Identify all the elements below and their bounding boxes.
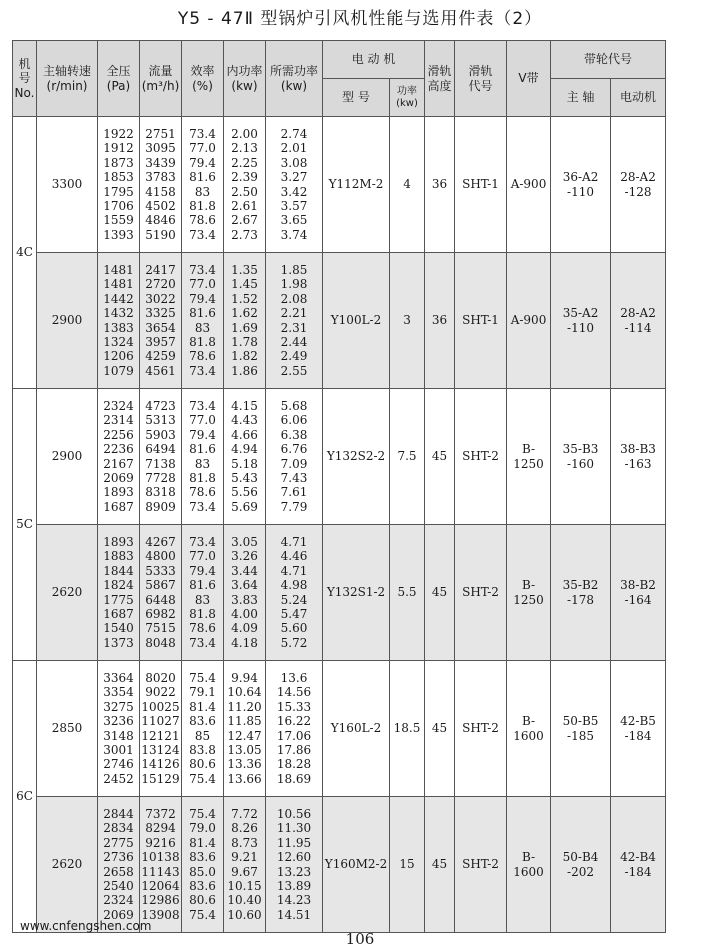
pulley-main-cell: 35-B3 -160 <box>551 389 611 525</box>
rail-code-cell: SHT-1 <box>455 253 507 389</box>
speed-cell: 2900 <box>37 253 98 389</box>
internal-power-cell: 9.94 10.64 11.20 11.85 12.47 13.05 13.36 13.66 <box>224 661 266 797</box>
header-pulley-main: 主 轴 <box>551 79 611 117</box>
header-rail-code: 滑轨 代号 <box>455 41 507 117</box>
rail-height-cell: 45 <box>425 661 455 797</box>
motor-model-cell: Y160M2-2 <box>323 797 390 933</box>
motor-power-cell: 18.5 <box>390 661 425 797</box>
pressure-cell: 1481 1481 1442 1432 1383 1324 1206 1079 <box>98 253 140 389</box>
pressure-cell: 1893 1883 1844 1824 1775 1687 1540 1373 <box>98 525 140 661</box>
header-machine-no: 机 号 No. <box>13 41 37 117</box>
speed-cell: 2850 <box>37 661 98 797</box>
required-power-cell: 2.74 2.01 3.08 3.27 3.42 3.57 3.65 3.74 <box>266 117 323 253</box>
header-pulley-motor: 电动机 <box>611 79 666 117</box>
pressure-cell: 3364 3354 3275 3236 3148 3001 2746 2452 <box>98 661 140 797</box>
flow-cell: 7372 8294 9216 10138 11143 12064 12986 13908 <box>140 797 182 933</box>
machine-no: 5C <box>13 389 37 661</box>
internal-power-cell: 4.15 4.43 4.66 4.94 5.18 5.43 5.56 5.69 <box>224 389 266 525</box>
pulley-main-cell: 35-B2 -178 <box>551 525 611 661</box>
table-row <box>13 253 666 389</box>
header-speed: 主轴转速 (r/min) <box>37 41 98 117</box>
rail-height-cell: 45 <box>425 525 455 661</box>
header-pulley: 带轮代号 <box>551 41 666 79</box>
rail-height-cell: 36 <box>425 117 455 253</box>
pulley-main-cell: 35-A2 -110 <box>551 253 611 389</box>
header-rail-height: 滑轨 高度 <box>425 41 455 117</box>
efficiency-cell: 73.4 77.0 79.4 81.6 83 81.8 78.6 73.4 <box>182 253 224 389</box>
header-motor: 电 动 机 <box>323 41 425 79</box>
rail-code-cell: SHT-2 <box>455 389 507 525</box>
vbelt-cell: A-900 <box>507 117 551 253</box>
motor-power-cell: 3 <box>390 253 425 389</box>
internal-power-cell: 2.00 2.13 2.25 2.39 2.50 2.61 2.67 2.73 <box>224 117 266 253</box>
required-power-cell: 1.85 1.98 2.08 2.21 2.31 2.44 2.49 2.55 <box>266 253 323 389</box>
footer-url: www.cnfengshen.com <box>20 919 152 933</box>
motor-power-cell: 5.5 <box>390 525 425 661</box>
pulley-main-cell: 36-A2 -110 <box>551 117 611 253</box>
pulley-motor-cell: 42-B4 -184 <box>611 797 666 933</box>
rail-height-cell: 45 <box>425 389 455 525</box>
pulley-motor-cell: 28-A2 -128 <box>611 117 666 253</box>
header-efficiency: 效率 (%) <box>182 41 224 117</box>
internal-power-cell: 3.05 3.26 3.44 3.64 3.83 4.00 4.09 4.18 <box>224 525 266 661</box>
motor-model-cell: Y112M-2 <box>323 117 390 253</box>
vbelt-cell: B-1600 <box>507 797 551 933</box>
flow-cell: 8020 9022 10025 11027 12121 13124 14126 15129 <box>140 661 182 797</box>
vbelt-cell: B-1250 <box>507 389 551 525</box>
machine-no: 4C <box>13 117 37 389</box>
header-required-power: 所需功率 (kw) <box>266 41 323 117</box>
header-flow: 流量 (m³/h) <box>140 41 182 117</box>
speed-cell: 3300 <box>37 117 98 253</box>
flow-cell: 4723 5313 5903 6494 7138 7728 8318 8909 <box>140 389 182 525</box>
speed-cell: 2620 <box>37 797 98 933</box>
internal-power-cell: 7.72 8.26 8.73 9.21 9.67 10.15 10.40 10.60 <box>224 797 266 933</box>
header-vbelt: V带 <box>507 41 551 117</box>
flow-cell: 2751 3095 3439 3783 4158 4502 4846 5190 <box>140 117 182 253</box>
required-power-cell: 4.71 4.46 4.71 4.98 5.24 5.47 5.60 5.72 <box>266 525 323 661</box>
page-title: Y5 - 47Ⅱ 型锅炉引风机性能与选用件表（2） <box>177 9 543 29</box>
motor-model-cell: Y132S2-2 <box>323 389 390 525</box>
pulley-main-cell: 50-B5 -185 <box>551 661 611 797</box>
motor-power-cell: 15 <box>390 797 425 933</box>
header-pressure: 全压 (Pa) <box>98 41 140 117</box>
pulley-motor-cell: 28-A2 -114 <box>611 253 666 389</box>
rail-height-cell: 45 <box>425 797 455 933</box>
flow-cell: 4267 4800 5333 5867 6448 6982 7515 8048 <box>140 525 182 661</box>
efficiency-cell: 73.4 77.0 79.4 81.6 83 81.8 78.6 73.4 <box>182 389 224 525</box>
motor-model-cell: Y132S1-2 <box>323 525 390 661</box>
required-power-cell: 5.68 6.06 6.38 6.76 7.09 7.43 7.61 7.79 <box>266 389 323 525</box>
rail-code-cell: SHT-2 <box>455 797 507 933</box>
pulley-motor-cell: 38-B2 -164 <box>611 525 666 661</box>
vbelt-cell: A-900 <box>507 253 551 389</box>
table-row <box>13 389 666 525</box>
required-power-cell: 10.56 11.30 11.95 12.60 13.23 13.89 14.23 14.51 <box>266 797 323 933</box>
speed-cell: 2900 <box>37 389 98 525</box>
required-power-cell: 13.6 14.56 15.33 16.22 17.06 17.86 18.28 18.69 <box>266 661 323 797</box>
rail-height-cell: 36 <box>425 253 455 389</box>
pressure-cell: 1922 1912 1873 1853 1795 1706 1559 1393 <box>98 117 140 253</box>
speed-cell: 2620 <box>37 525 98 661</box>
efficiency-cell: 73.4 77.0 79.4 81.6 83 81.8 78.6 73.4 <box>182 117 224 253</box>
motor-model-cell: Y160L-2 <box>323 661 390 797</box>
flow-cell: 2417 2720 3022 3325 3654 3957 4259 4561 <box>140 253 182 389</box>
motor-power-cell: 7.5 <box>390 389 425 525</box>
fan-spec-table <box>12 40 666 933</box>
pulley-main-cell: 50-B4 -202 <box>551 797 611 933</box>
rail-code-cell: SHT-2 <box>455 525 507 661</box>
machine-no: 6C <box>13 661 37 933</box>
pressure-cell: 2324 2314 2256 2236 2167 2069 1893 1687 <box>98 389 140 525</box>
header-internal-power: 内功率 (kw) <box>224 41 266 117</box>
table-row <box>13 661 666 797</box>
efficiency-cell: 75.4 79.0 81.4 83.6 85.0 83.6 80.6 75.4 <box>182 797 224 933</box>
pressure-cell: 2844 2834 2775 2736 2658 2540 2324 2069 <box>98 797 140 933</box>
vbelt-cell: B-1600 <box>507 661 551 797</box>
page-number: 106 <box>345 930 375 948</box>
header-motor-power: 功率 (kw) <box>390 79 425 117</box>
pulley-motor-cell: 38-B3 -163 <box>611 389 666 525</box>
efficiency-cell: 75.4 79.1 81.4 83.6 85 83.8 80.6 75.4 <box>182 661 224 797</box>
efficiency-cell: 73.4 77.0 79.4 81.6 83 81.8 78.6 73.4 <box>182 525 224 661</box>
motor-power-cell: 4 <box>390 117 425 253</box>
motor-model-cell: Y100L-2 <box>323 253 390 389</box>
pulley-motor-cell: 42-B5 -184 <box>611 661 666 797</box>
table-row <box>13 797 666 933</box>
table-row <box>13 117 666 253</box>
header-motor-model: 型 号 <box>323 79 390 117</box>
rail-code-cell: SHT-1 <box>455 117 507 253</box>
rail-code-cell: SHT-2 <box>455 661 507 797</box>
vbelt-cell: B-1250 <box>507 525 551 661</box>
table-row <box>13 525 666 661</box>
internal-power-cell: 1.35 1.45 1.52 1.62 1.69 1.78 1.82 1.86 <box>224 253 266 389</box>
